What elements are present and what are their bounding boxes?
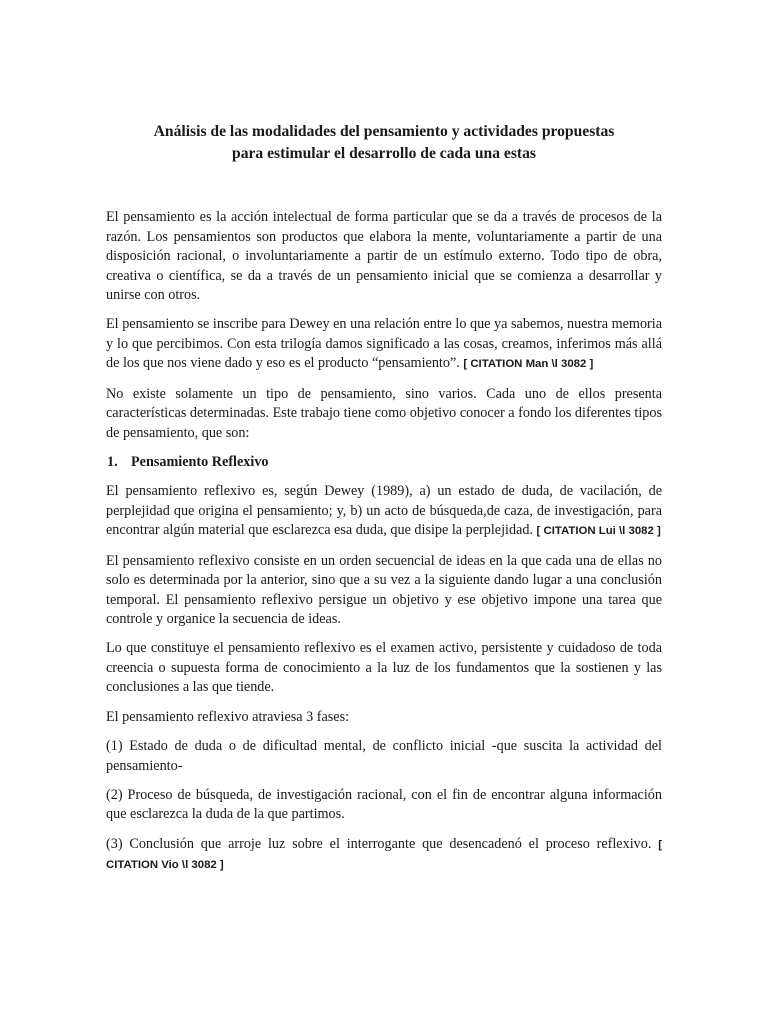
paragraph-reflexivo-order-text: El pensamiento reflexivo consiste en un orden secuencial de ideas en la que cada una de ellas no solo es determinada por la anterior, sino que a su vez a la siguiente dando lugar a una conclusión temporal. El pensamiento reflexivo persigue un objetivo y ese objetivo impone una tarea que controle y organice la secuencia de ideas.: [106, 552, 662, 628]
paragraph-phase-1: [106, 737, 662, 776]
paragraph-dewey-text: El pensamiento se inscribe para Dewey en una relación entre lo que ya sabemos, nuestra memoria y lo que percibimos. Con esta trilogía damos significado a las cosas, creamos, inferimos más allá de los que nos viene dado y eso es el producto “pensamiento”.: [106, 316, 662, 372]
paragraph-phase-1-text: (1) Estado de duda o de dificultad mental, de conflicto inicial -que suscita la actividad del pensamiento-: [106, 738, 662, 774]
section-number: 1.: [107, 453, 118, 470]
section-heading-reflexivo: [106, 453, 662, 473]
title-line-1: Análisis de las modalidades del pensamiento y actividades propuestas: [153, 123, 615, 140]
paragraph-reflexivo-exam-text: Lo que constituye el pensamiento reflexivo es el examen activo, persistente y cuidadoso de toda creencia o supuesta forma de conocimiento a la luz de los fundamentos que la sostienen y las conclusiones a las que tiende.: [106, 640, 662, 696]
section-title: Pensamiento Reflexivo: [131, 453, 269, 470]
paragraph-phases-intro: [106, 708, 662, 728]
paragraph-types-text: No existe solamente un tipo de pensamiento, sino varios. Cada uno de ellos presenta características determinadas. Este trabajo tiene como objetivo conocer a fondo los diferentes tipos de pensamiento, que son:: [106, 385, 662, 441]
citation-vio: [ CITATION Vio \l 3082 ]: [106, 838, 662, 872]
paragraph-phase-2-text: (2) Proceso de búsqueda, de investigación racional, con el fin de encontrar alguna información que esclarezca la duda de la que partimos.: [106, 786, 662, 823]
document-body: [106, 208, 662, 885]
paragraph-types: [106, 385, 662, 444]
paragraph-phases-intro-text: El pensamiento reflexivo atraviesa 3 fases:: [106, 708, 350, 725]
paragraph-intro-text: El pensamiento es la acción intelectual de forma particular que se da a través de procesos de la razón. Los pensamientos son productos que elabora la mente, voluntariamente a partir de una disposición racional, o involuntariamente a partir de un estímulo externo. Todo tipo de obra, creativa o científica, se da a través de un pensamiento inicial que se comienza a desarrollar y unirse con otros.: [106, 209, 662, 303]
document-title: [100, 121, 668, 165]
paragraph-reflexivo-exam: [106, 639, 662, 698]
title-line-2: para estimular el desarrollo de cada una estas: [232, 145, 536, 162]
citation-lui: [ CITATION Lui \l 3082 ]: [536, 525, 661, 538]
citation-man: [ CITATION Man \l 3082 ]: [463, 358, 594, 371]
paragraph-phase-3-text: (3) Conclusión que arroje luz sobre el interrogante que desencadenó el proceso reflexivo.: [106, 835, 652, 852]
paragraph-phase-3: [106, 835, 662, 876]
paragraph-phase-2: [106, 786, 662, 825]
paragraph-intro: [106, 208, 662, 306]
paragraph-reflexivo-definition: [106, 482, 662, 542]
paragraph-reflexivo-definition-text: El pensamiento reflexivo es, según Dewey (1989), a) un estado de duda, de vacilación, de perplejidad que origina el pensamiento; y, b) un acto de búsqueda,de caza, de investigación, para encontrar algún material que esclarezca esa duda, que disipe la perplejidad.: [106, 483, 662, 539]
paragraph-reflexivo-order: [106, 552, 662, 630]
paragraph-dewey: [106, 315, 662, 375]
